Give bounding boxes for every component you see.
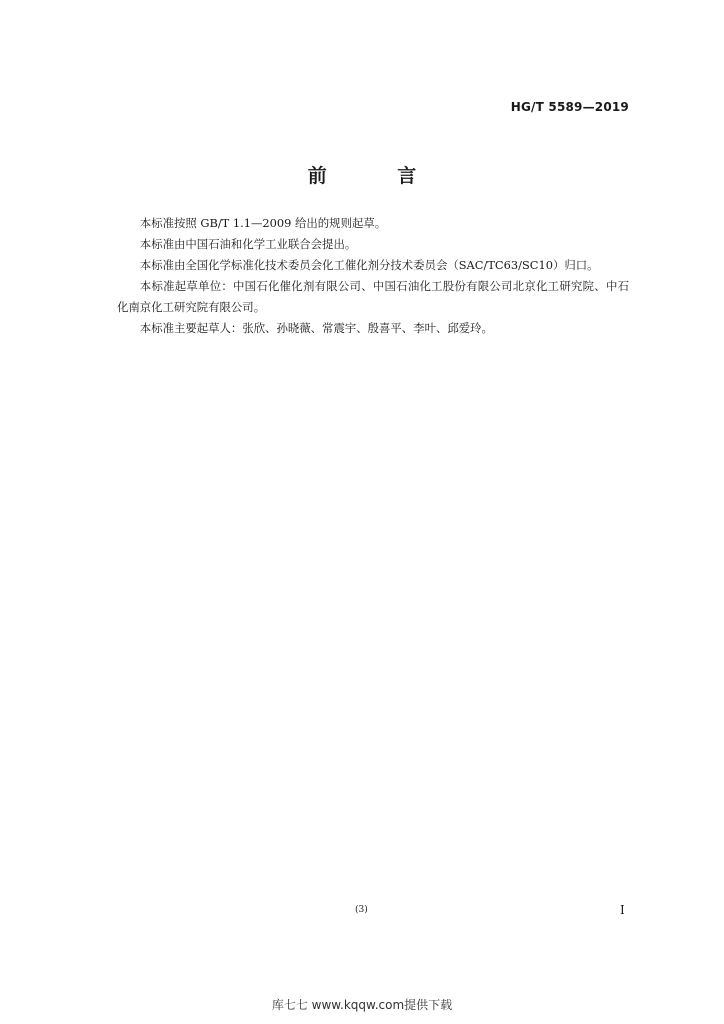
- paragraph-drafting-units: 本标准起草单位：中国石化催化剂有限公司、中国石油化工股份有限公司北京化工研究院、中石化南京化工研究院有限公司。: [117, 279, 629, 314]
- paragraph-committee: 本标准由全国化学标准化技术委员会化工催化剂分技术委员会（SAC/TC63/SC10）归口。: [139, 258, 599, 272]
- paragraph-proposer: 本标准由中国石油和化学工业联合会提出。: [139, 237, 357, 251]
- foreword-body: [117, 213, 629, 339]
- page-title: 前 言: [307, 165, 449, 187]
- paragraph-drafters: 本标准主要起草人：张欣、孙晓薇、常震宇、殷喜平、李叶、邱爱玲。: [139, 321, 493, 335]
- paragraph-drafting-rules: 本标准按照 GB/T 1.1—2009 给出的规则起草。: [139, 216, 387, 230]
- page-number: I: [620, 903, 625, 917]
- page-code: (3): [355, 905, 368, 915]
- standard-code: HG/T 5589—2019: [510, 100, 629, 114]
- download-watermark: 库七七 www.kqqw.com提供下载: [271, 998, 453, 1012]
